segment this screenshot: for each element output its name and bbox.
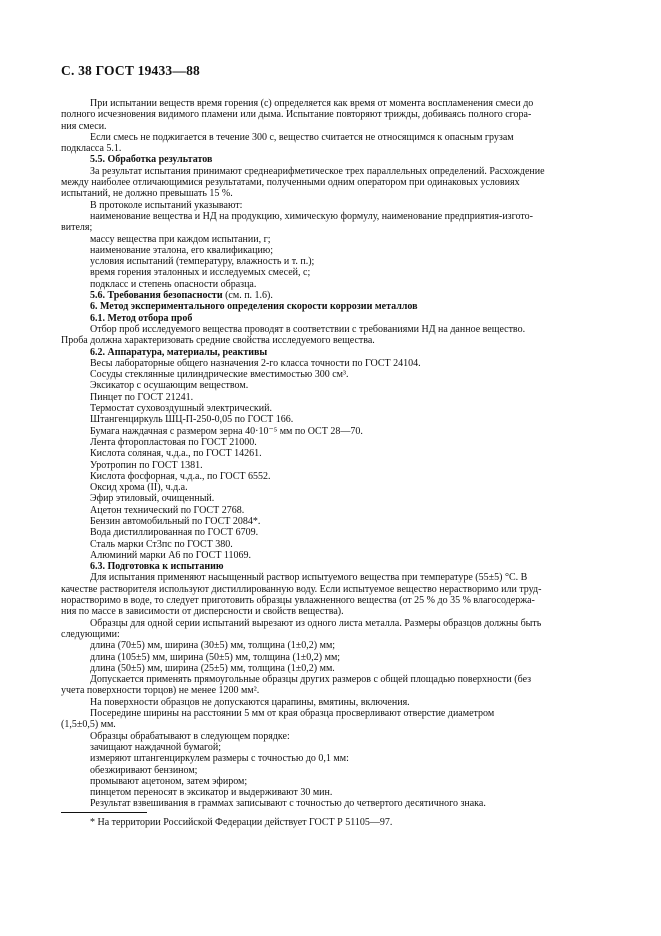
paragraph-line: Сталь марки Ст3пс по ГОСТ 380. [90,538,233,550]
paragraph-line: наименование вещества и НД на продукцию, химическую формулу, наименование предприятия-изгото- [90,210,533,222]
paragraph-line: промывают ацетоном, затем эфиром; [90,775,248,787]
paragraph-line: вителя; [61,222,93,234]
paragraph-line: испытаний, не должно превышать 15 %. [61,188,233,200]
paragraph-line: При испытании веществ время горения (с) определяется как время от момента воспламенения смеси до [90,98,534,109]
paragraph-line: Для испытания применяют насыщенный раствор испытуемого вещества при температуре (55±5) °С. В [90,572,528,584]
paragraph-line: пинцетом переносят в эксикатор и выдерживают 30 мин. [90,787,333,799]
paragraph-line: Образцы для одной серии испытаний вырезают из одного листа металла. Размеры образцов должны быть [90,617,542,629]
paragraph-line: длина (50±5) мм, ширина (25±5) мм, толщина (1±0,2) мм. [90,662,335,674]
paragraph-line: следующими: [61,628,120,640]
paragraph-line: Алюминий марки А6 по ГОСТ 11069. [90,549,252,561]
paragraph-line: подкласс и степень опасности образца. [90,278,257,290]
paragraph-line: Термостат суховоздушный электрический. [90,403,272,415]
paragraph-line: измеряют штангенциркулем размеры с точностью до 0,1 мм: [90,753,349,765]
paragraph-line: Проба должна характеризовать средние свойства исследуемого вещества. [61,335,375,347]
paragraph-line: За результат испытания принимают среднеарифметическое трех параллельных определений. Расхождение [90,165,545,177]
paragraph-line: На поверхности образцов не допускаются царапины, вмятины, включения. [90,696,410,708]
paragraph-line: (1,5±0,5) мм. [61,719,116,731]
paragraph-line: наименование эталона, его квалификацию; [90,244,274,256]
paragraph-line: Результат взвешивания в граммах записывают с точностью до четвертого десятичного знака. [90,798,486,810]
paragraph-line: Вода дистиллированная по ГОСТ 6709. [90,527,259,539]
paragraph-line: Весы лабораторные общего назначения 2-го класса точности по ГОСТ 24104. [90,357,421,369]
paragraph-line: норастворимо в воде, то следует приготовить образцы увлажненного вещества (от 25 % до 35 % влагосодержа- [61,595,535,607]
paragraph-line: Эфир этиловый, очищенный. [90,493,215,505]
paragraph-line: Сосуды стеклянные цилиндрические вместимостью 300 см³. [90,369,349,381]
paragraph-line: длина (70±5) мм, ширина (30±5) мм, толщина (1±0,2) мм; [90,640,336,652]
paragraph-line: массу вещества при каждом испытании, г; [90,233,271,245]
paragraph-line: условия испытаний (температуру, влажность и т. п.); [90,256,315,268]
paragraph-line: время горения эталонных и исследуемых смесей, с; [90,267,311,279]
section-heading-rest: (см. п. 1.6). [222,290,273,302]
paragraph-line: Если смесь не поджигается в течение 300 с, вещество считается не относящимся к опасным грузам [90,131,514,143]
paragraph-line: ния по массе в зависимости от дисперсности и свойств вещества). [61,606,344,618]
paragraph-line: В протоколе испытаний указывают: [90,199,243,211]
paragraph-line: между наиболее отличающимися результатами, полученными одним оператором при одинаковых условиях [61,177,520,189]
paragraph-line: учета поверхности торцов) не менее 1200 мм². [61,685,260,697]
paragraph-line: ния смеси. [61,120,107,132]
section-heading: 6.1. Метод отбора проб [90,312,193,324]
paragraph-line: длина (105±5) мм, ширина (50±5) мм, толщина (1±0,2) мм; [90,651,341,663]
footnote: * На территории Российской Федерации действует ГОСТ Р 51105—97. [90,817,393,828]
paragraph-line: Лента фторопластовая по ГОСТ 21000. [90,436,257,448]
page-header: С. 38 ГОСТ 19433—88 [61,63,200,78]
paragraph-line: Эксикатор с осушающим веществом. [90,380,249,392]
paragraph-line: качестве растворителя используют дистиллированную воду. Если испытуемое вещество нерастворимо или труд- [61,583,542,595]
paragraph-line: Допускается применять прямоугольные образцы других размеров с общей площадью поверхности (без [90,674,532,686]
paragraph-line: Посередине ширины на расстоянии 5 мм от края образца просверливают отверстие диаметром [90,708,495,720]
paragraph-line: Отбор проб исследуемого вещества проводят в соответствии с требованиями НД на данное вещество. [90,323,526,335]
paragraph-line: Бензин автомобильный по ГОСТ 2084*. [90,515,261,527]
paragraph-line: полного исчезновения видимого пламени или дыма. Испытание повторяют трижды, добиваясь полного сгора- [61,109,532,121]
paragraph-line: Оксид хрома (II), ч.д.а. [90,482,188,494]
document-body [61,98,600,810]
footnote-divider [61,812,147,813]
paragraph-line: Уротропин по ГОСТ 1381. [90,459,203,471]
paragraph-line: подкласса 5.1. [61,143,122,155]
paragraph-line: Кислота соляная, ч.д.а., по ГОСТ 14261. [90,448,262,460]
paragraph-line: Кислота фосфорная, ч.д.а., по ГОСТ 6552. [90,470,271,482]
section-heading: 6. Метод экспериментального определения скорости коррозии металлов [90,301,418,313]
section-heading: 5.5. Обработка результатов [90,154,213,166]
paragraph-line: Образцы обрабатывают в следующем порядке: [90,730,290,742]
section-heading: 6.2. Аппаратура, материалы, реактивы [90,346,268,358]
paragraph-line: Ацетон технический по ГОСТ 2768. [90,504,245,516]
paragraph-line: Бумага наждачная с размером зерна 40·10⁻⁵ мм по ОСТ 28—70. [90,425,363,437]
paragraph-line: зачищают наждачной бумагой; [90,741,222,753]
paragraph-line: Штангенциркуль ШЦ-П-250-0,05 по ГОСТ 166. [90,414,294,426]
section-heading [90,290,600,301]
section-heading-bold: 5.6. Требования безопасности [90,290,223,302]
paragraph-line: обезжиривают бензином; [90,764,198,776]
paragraph-line: Пинцет по ГОСТ 21241. [90,391,194,403]
section-heading: 6.3. Подготовка к испытанию [90,561,224,573]
